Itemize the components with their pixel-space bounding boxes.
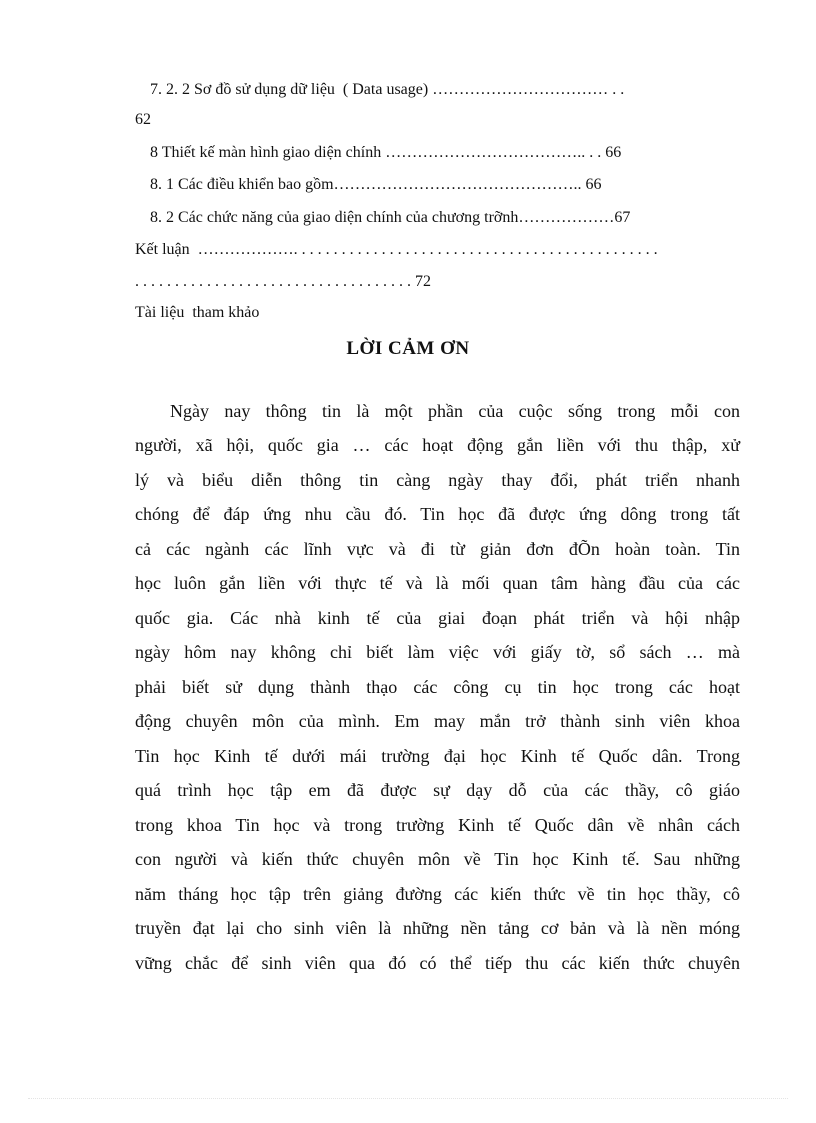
paragraph-line: chóng để đáp ứng nhu cầu đó. Tin học đã được ứng dông trong tất — [135, 504, 740, 524]
toc-entry-conclusion: Kết luận ………………. . . . . . . . . . . . . . . . . . . . . . . . . . . . . . . . . . . . . . . . . . . . . . — [135, 241, 658, 258]
paragraph-line: lý và biểu diễn thông tin càng ngày thay đổi, phát triển nhanh — [135, 470, 740, 490]
section-title: LỜI CẢM ƠN — [346, 338, 470, 359]
paragraph-line: quốc gia. Các nhà kinh tế của giai đoạn phát triển và hội nhập — [135, 608, 740, 628]
toc-entry-controls: 8. 1 Các điều khiển bao gồm……………………………………….. 66 — [150, 176, 602, 193]
paragraph-line: học luôn gắn liền với thực tế và là mối quan tâm hàng đầu của các — [135, 573, 740, 593]
toc-entry-references: Tài liệu tham khảo — [135, 304, 260, 321]
paragraph-line: Tin học Kinh tế dưới mái trường đại học Kinh tế Quốc dân. Trong — [135, 746, 740, 766]
paragraph-line: trong khoa Tin học và trong trường Kinh tế Quốc dân về nhân cách — [135, 815, 740, 835]
paragraph-line: người, xã hội, quốc gia … các hoạt động gắn liền với thu thập, xử — [135, 435, 740, 455]
paragraph-line: truyền đạt lại cho sinh viên là những nền tảng cơ bản và là nền móng — [135, 918, 740, 938]
toc-entry-functions: 8. 2 Các chức năng của giao diện chính của chương trỡnh………………67 — [150, 209, 631, 226]
paragraph-line: phải biết sử dụng thành thạo các công cụ tin học trong các hoạt — [135, 677, 740, 697]
paragraph-line: động chuyên môn của mình. Em may mắn trở thành sinh viên khoa — [135, 711, 740, 731]
page-bottom-rule — [28, 1098, 788, 1099]
toc-entry-data-usage: 7. 2. 2 Sơ đồ sử dụng dữ liệu ( Data usage) …………………………… . . — [150, 81, 625, 98]
paragraph-line: quá trình học tập em đã được sự dạy dỗ của các thầy, cô giáo — [135, 780, 740, 800]
toc-entry-conclusion-page: . . . . . . . . . . . . . . . . . . . . . . . . . . . . . . . . . . . 72 — [135, 273, 431, 290]
toc-entry-page-number: 62 — [135, 111, 151, 128]
paragraph-line: con người và kiến thức chuyên môn về Tin học Kinh tế. Sau những — [135, 849, 740, 869]
paragraph-line: cả các ngành các lĩnh vực và đi từ giản đơn đÕn hoàn toàn. Tin — [135, 539, 740, 559]
paragraph-line: năm tháng học tập trên giảng đường các kiến thức về tin học thầy, cô — [135, 884, 740, 904]
toc-entry-main-interface: 8 Thiết kế màn hình giao diện chính ……………………………….. . . 66 — [150, 144, 622, 161]
paragraph-line: ngày hôm nay không chỉ biết làm việc với giấy tờ, sổ sách … mà — [135, 642, 740, 662]
paragraph-line: Ngày nay thông tin là một phần của cuộc sống trong mỗi con — [170, 401, 740, 421]
paragraph-line: vững chắc để sinh viên qua đó có thể tiếp thu các kiến thức chuyên — [135, 953, 740, 973]
